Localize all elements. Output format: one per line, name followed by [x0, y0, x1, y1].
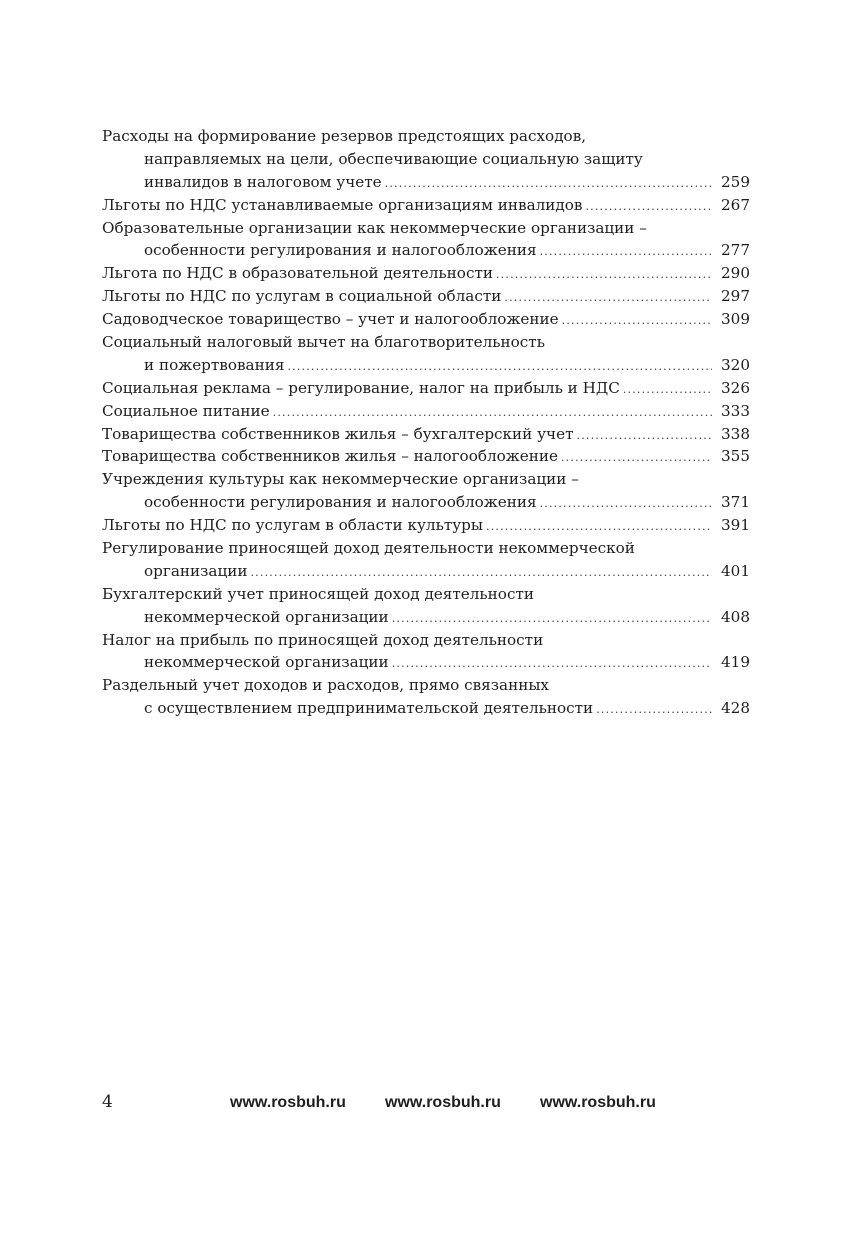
toc-entry-title: Льготы по НДС устанавливаемые организациям инвалидов [102, 195, 583, 214]
table-of-contents [102, 125, 750, 720]
toc-entry-line [102, 331, 750, 354]
toc-entry-title: Льготы по НДС по услугам в социальной области [102, 287, 502, 306]
toc-entry [102, 468, 750, 514]
toc-entry-title: Расходы на формирование резервов предстоящих расходов, [102, 127, 587, 145]
dot-leader [562, 310, 712, 333]
dot-leader [585, 196, 712, 219]
toc-entry-title: Образовательные организации как некоммерческие организации – [102, 218, 647, 237]
dot-leader [596, 699, 712, 722]
toc-entry [102, 445, 750, 468]
dot-leader [287, 356, 712, 379]
toc-entry-line [102, 629, 750, 652]
toc-page-number: 326 [721, 378, 750, 397]
toc-page-number: 267 [721, 195, 750, 214]
toc-entry-line [102, 354, 750, 377]
toc-page-number: 297 [721, 287, 750, 306]
toc-entry [102, 285, 750, 308]
toc-entry-title: Социальная реклама – регулирование, налог на прибыль и НДС [102, 378, 620, 397]
page-number: 4 [102, 1092, 113, 1112]
toc-entry-title: Товарищества собственников жилья – бухгалтерский учет [102, 424, 574, 443]
toc-entry-line [102, 148, 750, 171]
toc-entry-line [102, 491, 750, 514]
toc-entry-title: Социальное питание [102, 401, 270, 420]
toc-page-number: 428 [721, 699, 750, 718]
toc-page-number: 391 [721, 516, 750, 535]
toc-page-number: 401 [721, 561, 750, 580]
toc-entry-line [102, 262, 750, 285]
toc-entry-line [102, 125, 750, 148]
toc-entry-line [102, 308, 750, 331]
toc-entry [102, 217, 750, 263]
toc-entry [102, 583, 750, 629]
toc-page-number: 277 [721, 241, 750, 260]
toc-entry [102, 308, 750, 331]
toc-entry-line [102, 239, 750, 262]
toc-entry-line [102, 674, 750, 697]
toc-entry [102, 514, 750, 537]
toc-entry [102, 377, 750, 400]
dot-leader [561, 447, 712, 470]
toc-entry-title: Льготы по НДС по услугам в области культуры [102, 516, 483, 535]
toc-page-number: 259 [721, 172, 750, 191]
toc-entry-line [102, 423, 750, 446]
toc-entry-line [102, 560, 750, 583]
toc-entry-line [102, 171, 750, 194]
toc-entry [102, 262, 750, 285]
toc-entry [102, 674, 750, 720]
footer-website: www.rosbuh.ru [385, 1094, 501, 1111]
toc-entry-title: с осуществлением предпринимательской деятельности [144, 699, 594, 718]
toc-entry-line [102, 445, 750, 468]
dot-leader [486, 516, 712, 539]
toc-entry [102, 537, 750, 583]
toc-entry-title: Регулирование приносящей доход деятельности некоммерческой [102, 539, 635, 558]
toc-entry-line [102, 194, 750, 217]
toc-page-number: 333 [721, 401, 750, 420]
footer-website: www.rosbuh.ru [230, 1094, 346, 1111]
toc-entry-title: Льгота по НДС в образовательной деятельности [102, 264, 493, 283]
dot-leader [385, 173, 712, 196]
toc-entry-title: Товарищества собственников жилья – налогообложение [102, 447, 558, 466]
toc-entry-title: Раздельный учет доходов и расходов, прямо связанных [102, 676, 549, 695]
toc-page-number: 408 [721, 607, 750, 626]
toc-entry-title: особенности регулирования и налогообложения [144, 493, 537, 512]
toc-entry-title: Садоводческое товарищество – учет и налогообложение [102, 310, 559, 329]
toc-entry [102, 331, 750, 377]
toc-entry [102, 629, 750, 675]
dot-leader [496, 264, 712, 287]
toc-entry-line [102, 285, 750, 308]
dot-leader [540, 493, 712, 516]
toc-entry-line [102, 583, 750, 606]
toc-entry-title: Социальный налоговый вычет на благотворительность [102, 333, 545, 352]
toc-entry-title: особенности регулирования и налогообложения [144, 241, 537, 260]
toc-entry-line [102, 400, 750, 423]
toc-entry-title: Бухгалтерский учет приносящей доход деятельности [102, 584, 534, 603]
dot-leader [392, 608, 712, 631]
toc-entry-line [102, 377, 750, 400]
toc-entry [102, 125, 750, 194]
toc-entry-title: некоммерческой организации [144, 607, 389, 626]
toc-entry-title: Налог на прибыль по приносящей доход деятельности [102, 630, 544, 649]
toc-page-number: 419 [721, 653, 750, 672]
toc-page-number: 290 [721, 264, 750, 283]
toc-entry [102, 400, 750, 423]
toc-page-number: 309 [721, 310, 750, 329]
toc-entry-line [102, 514, 750, 537]
toc-entry-title: некоммерческой организации [144, 653, 389, 672]
dot-leader [540, 241, 712, 264]
toc-entry-title: организации [144, 561, 248, 580]
toc-entry-line [102, 651, 750, 674]
dot-leader [577, 425, 713, 448]
toc-page-number: 355 [721, 447, 750, 466]
toc-entry-title: и пожертвования [144, 355, 285, 374]
dot-leader [392, 653, 712, 676]
toc-entry-title: инвалидов в налоговом учете [144, 172, 382, 191]
toc-entry-line [102, 468, 750, 491]
toc-entry-line [102, 217, 750, 240]
toc-entry-title: Учреждения культуры как некоммерческие организации – [102, 470, 579, 489]
dot-leader [250, 562, 712, 585]
dot-leader [504, 287, 712, 310]
toc-entry-title: направляемых на цели, обеспечивающие социальную защиту [144, 149, 643, 168]
toc-entry [102, 423, 750, 446]
toc-page-number: 371 [721, 493, 750, 512]
toc-entry-line [102, 697, 750, 720]
toc-page-number: 338 [721, 424, 750, 443]
page-footer [0, 1090, 857, 1120]
footer-website: www.rosbuh.ru [540, 1094, 656, 1111]
dot-leader [623, 379, 712, 402]
toc-page-number: 320 [721, 355, 750, 374]
toc-entry-line [102, 606, 750, 629]
dot-leader [273, 402, 712, 425]
toc-entry-line [102, 537, 750, 560]
toc-entry [102, 194, 750, 217]
